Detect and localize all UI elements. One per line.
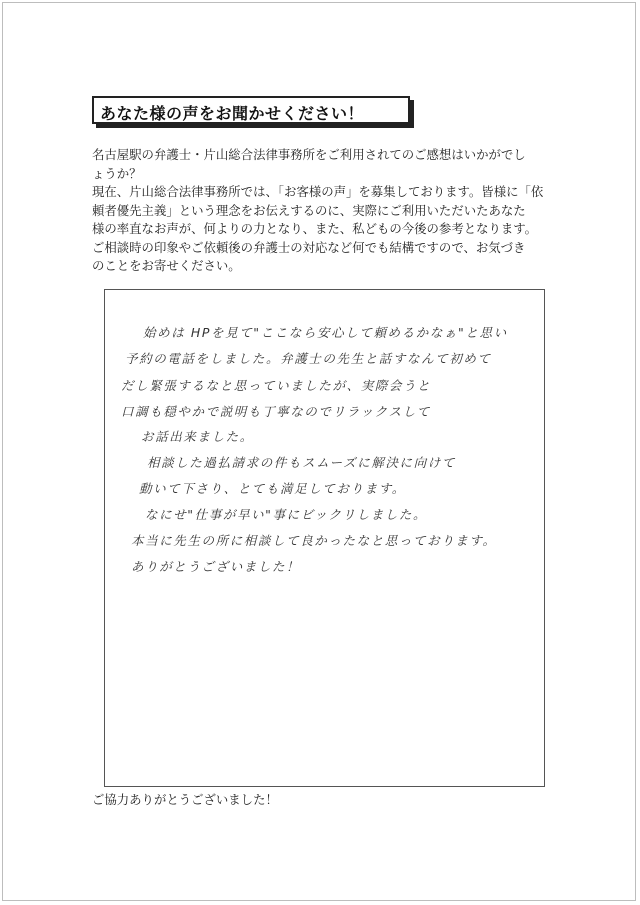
handwritten-line: 本当に先生の所に相談して良かったなと思っております。 (131, 533, 497, 548)
title-box (92, 96, 410, 124)
intro-line: ご相談時の印象やご依頼後の弁護士の対応など何でも結構ですので、お気づき (92, 239, 526, 255)
intro-text (92, 146, 562, 276)
handwritten-letter-box (104, 289, 545, 787)
intro-line: 様の率直なお声が、何よりの力となり、また、私どもの今後の参考となります。 (92, 221, 538, 236)
closing-text: ご協力ありがとうございました！ (92, 792, 278, 807)
handwritten-line: なにせ"仕事が早い"事にビックリしました。 (145, 507, 428, 522)
handwritten-line: お話出来ました。 (141, 429, 254, 444)
handwritten-line: 口調も穏やかで説明も丁寧なのでリラックスして (121, 404, 431, 419)
handwritten-line: 動いて下さり、とても満足しております。 (139, 481, 406, 496)
handwritten-line: ありがとうございました！ (131, 559, 301, 574)
intro-line: 頼者優先主義」という理念をお伝えするのに、実際にご利用いただいたあなた (92, 202, 526, 218)
handwritten-line: 始めは HPを見て"ここなら安心して頼めるかなぁ"と思い (143, 325, 508, 340)
intro-line: 現在、片山総合法律事務所では、「お客様の声」を募集しております。皆様に「依 (92, 184, 544, 199)
intro-line: 名古屋駅の弁護士・片山総合法律事務所をご利用されてのご感想はいかがでし (92, 147, 526, 162)
handwritten-line: だし緊張するなと思っていましたが、実際会うと (121, 378, 432, 393)
handwritten-line: 予約の電話をしました。弁護士の先生と話すなんて初めて (125, 351, 492, 366)
page-title: あなた様の声をお聞かせください！ (100, 104, 365, 123)
handwritten-line: 相談した過払請求の件もスムーズに解決に向けて (147, 455, 456, 470)
intro-line: ょうか？ (92, 165, 142, 181)
intro-line: のことをお寄せください。 (92, 258, 241, 273)
